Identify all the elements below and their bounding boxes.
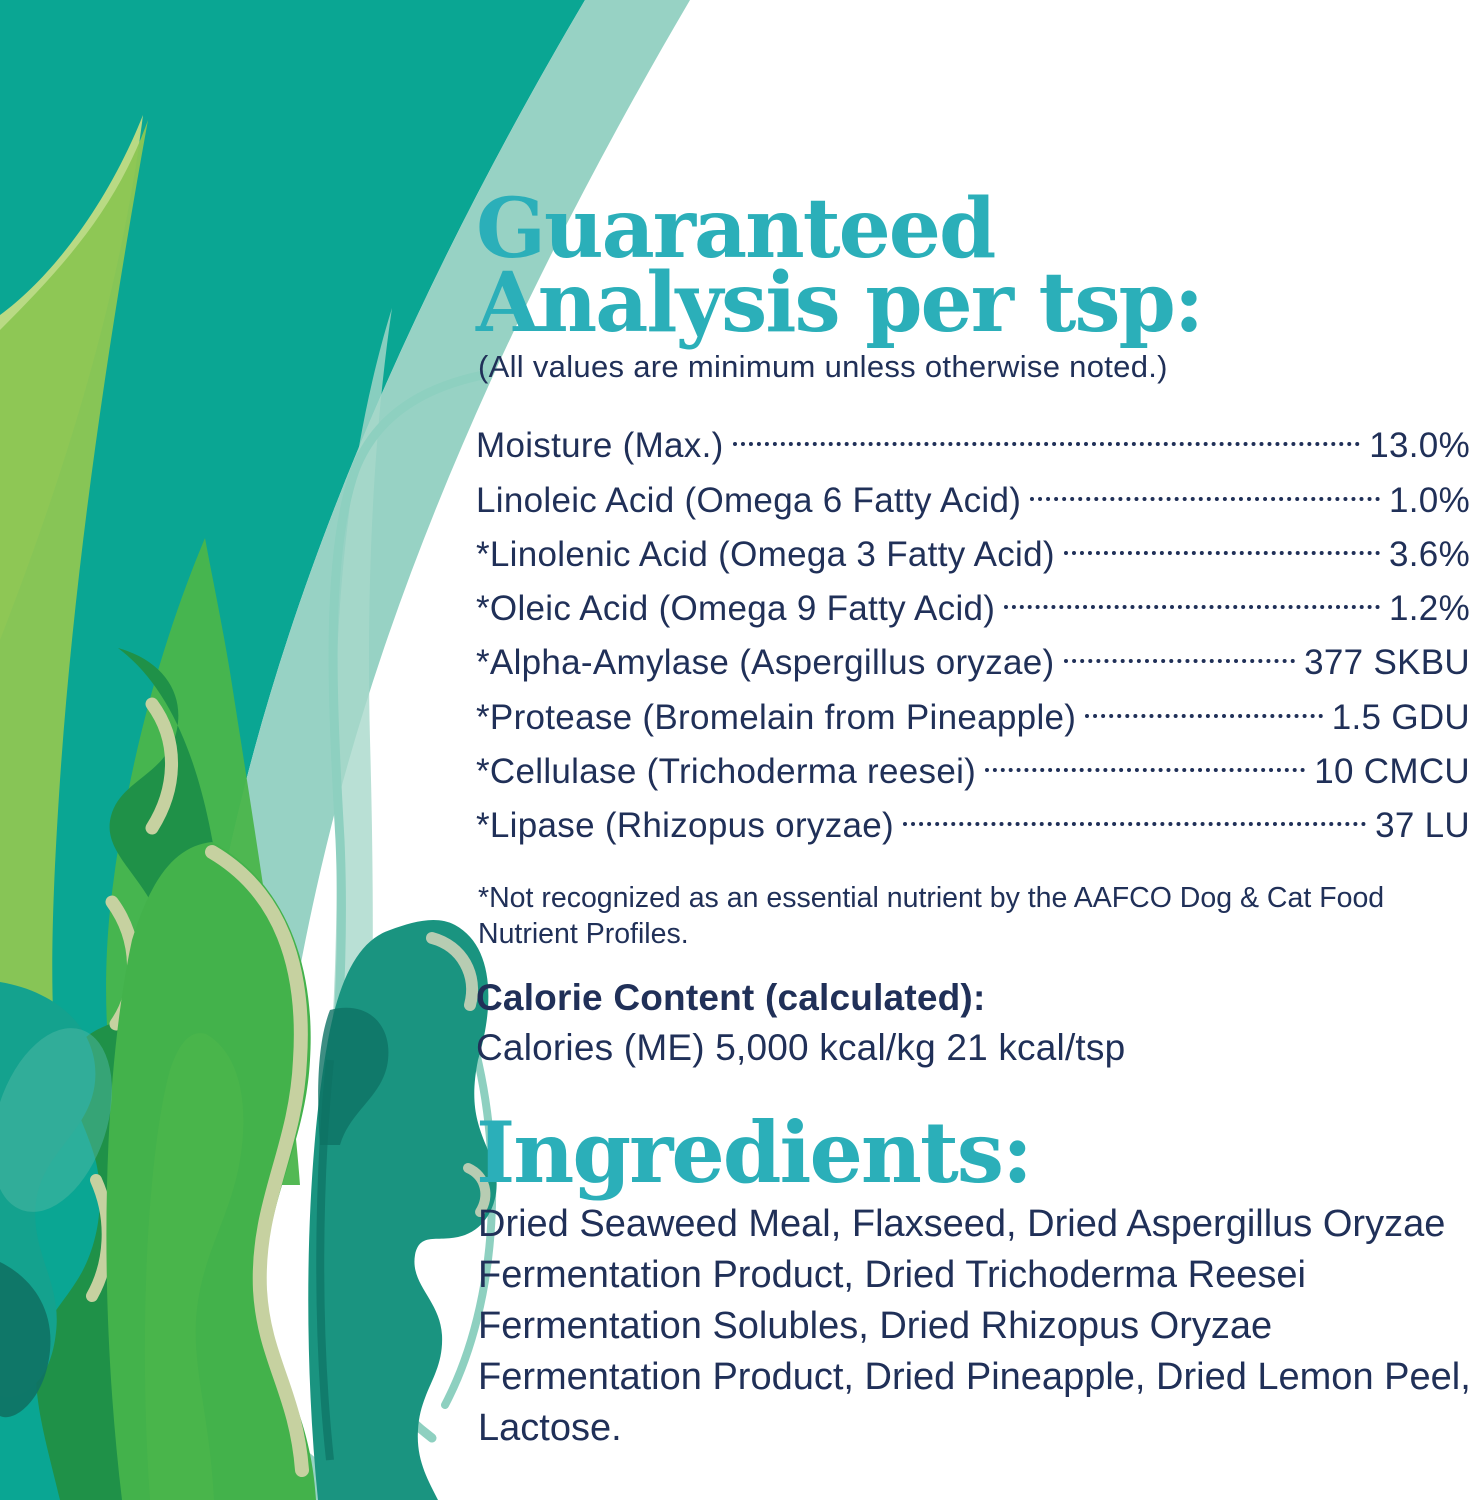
ingredients-list: Dried Seaweed Meal, Flaxseed, Dried Aspergillus Oryzae Fermentation Product, Dried Trichoderma Reesei Fermentation Solubles, Dried Rhizopus Oryzae Fermentation Product, Dried Pineapple, Dried Lemon Peel, Lactose. xyxy=(478,1203,1471,1449)
analysis-row xyxy=(476,522,1470,576)
calorie-content-value: Calories (ME) 5,000 kcal/kg 21 kcal/tsp xyxy=(476,1027,1126,1068)
analysis-row-value: 1.0% xyxy=(1389,480,1470,520)
analysis-row xyxy=(476,739,1470,793)
calorie-content-heading: Calorie Content (calculated): xyxy=(476,977,986,1018)
dotted-leader xyxy=(1064,659,1296,663)
analysis-row-value: 1.2% xyxy=(1389,589,1470,629)
analysis-row-value: 1.5 GDU xyxy=(1331,697,1470,737)
dotted-leader xyxy=(733,442,1361,446)
analysis-row xyxy=(476,630,1470,684)
analysis-row-label: *Oleic Acid (Omega 9 Fatty Acid) xyxy=(476,589,996,629)
analysis-rows xyxy=(476,413,1470,847)
analysis-row-value: 10 CMCU xyxy=(1314,752,1470,792)
analysis-row xyxy=(476,684,1470,738)
dotted-leader xyxy=(1004,605,1380,609)
analysis-row-label: Linoleic Acid (Omega 6 Fatty Acid) xyxy=(476,480,1022,520)
analysis-row-label: *Lipase (Rhizopus oryzae) xyxy=(476,806,894,846)
analysis-row-label: Moisture (Max.) xyxy=(476,426,724,466)
kelp-green xyxy=(106,842,316,1500)
kelp-teal xyxy=(308,920,496,1500)
analysis-row-label: *Alpha-Amylase (Aspergillus oryzae) xyxy=(476,643,1055,683)
analysis-row xyxy=(476,576,1470,630)
dotted-leader xyxy=(1064,551,1380,555)
analysis-row-label: *Cellulase (Trichoderma reesei) xyxy=(476,752,977,792)
label-content xyxy=(476,0,1470,1500)
dotted-leader xyxy=(985,768,1305,772)
analysis-row xyxy=(476,793,1470,847)
analysis-row-value: 377 SKBU xyxy=(1304,643,1470,683)
analysis-row-label: *Protease (Bromelain from Pineapple) xyxy=(476,697,1077,737)
title-line-2: Analysis per tsp: xyxy=(476,255,1203,351)
dotted-leader xyxy=(903,822,1366,826)
dotted-leader xyxy=(1030,497,1380,501)
analysis-row-value: 13.0% xyxy=(1369,426,1470,466)
analysis-row xyxy=(476,467,1470,521)
dotted-leader xyxy=(1085,714,1322,718)
title-line-1: Guaranteed xyxy=(476,181,995,277)
analysis-row-label: *Linolenic Acid (Omega 3 Fatty Acid) xyxy=(476,534,1055,574)
ingredients-heading: Ingredients: xyxy=(476,1103,1032,1202)
analysis-row xyxy=(476,413,1470,467)
analysis-row-value: 3.6% xyxy=(1389,534,1470,574)
page-title xyxy=(476,181,1203,351)
aafco-footnote: *Not recognized as an essential nutrient by the AAFCO Dog & Cat Food Nutrient Profiles. xyxy=(478,882,1385,950)
analysis-row-value: 37 LU xyxy=(1375,806,1470,846)
analysis-subtitle: (All values are minimum unless otherwise noted.) xyxy=(478,349,1168,384)
